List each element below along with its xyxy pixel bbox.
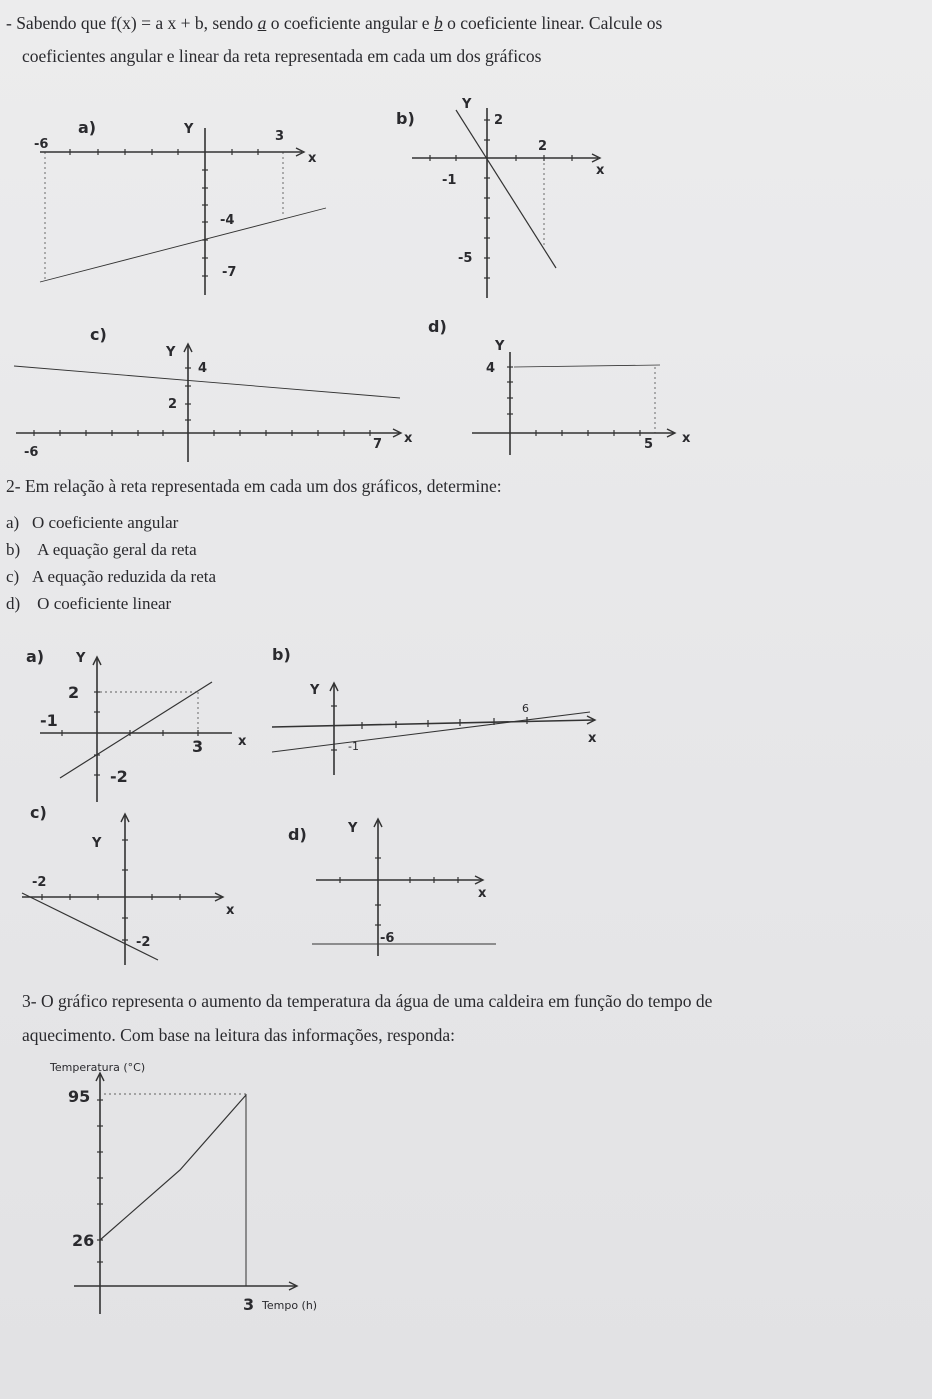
q1-graph-a-line <box>40 208 326 282</box>
q1-graph-b-label: b) <box>396 109 415 128</box>
q1-graph-c-ticks <box>34 368 370 436</box>
q2-option-c-letter: c) <box>6 567 20 586</box>
q2-graph-b-x-axis <box>272 720 594 727</box>
q1-graph-a-y-label: Y <box>184 122 194 137</box>
q2-graph-d-x-label: x <box>478 886 487 901</box>
q2-graph-b-y-label: Y <box>310 683 320 698</box>
q1-graph-d-label: d) <box>428 317 447 336</box>
q2-graph-c-x-label: x <box>226 903 235 918</box>
q2-graph-d-num-1: -6 <box>380 931 395 946</box>
q3-line1: 3- O gráfico representa o aumento da temperatura da água de uma caldeira em função do tempo de <box>22 991 713 1011</box>
q2-option-b-text: A equação geral da reta <box>37 540 197 559</box>
q3-temperature-graph <box>49 1061 317 1314</box>
q2-graph-d-ticks <box>340 858 458 925</box>
q2-graph-a-num-3: 3 <box>192 737 204 756</box>
q1-graph-a-num-3: -4 <box>220 213 235 228</box>
q2-graph-d <box>288 819 496 956</box>
q2-graph-a-num-1: 2 <box>68 683 80 702</box>
q2-option-d-letter: d) <box>6 594 21 613</box>
q2-graph-c-num-2: -2 <box>136 935 151 950</box>
q1-line1-pre: - Sabendo que f(x) = a x + b, sendo <box>6 13 258 33</box>
q3-y-low-value: 26 <box>72 1231 95 1250</box>
q2-graph-b-ticks <box>331 706 527 750</box>
q1-graph-b <box>396 97 605 298</box>
q2-graph-b <box>272 645 597 775</box>
q1-graph-b-y-label: Y <box>462 97 472 112</box>
q1-graph-c-num-1: 4 <box>198 361 208 376</box>
q2-option-b-letter: b) <box>6 540 21 559</box>
q1-line1-mid: o coeficiente angular e <box>266 13 434 33</box>
q2-graph-a-label: a) <box>26 647 45 666</box>
q1-graph-d-line <box>514 365 660 367</box>
q1-graph-c-x-label: x <box>404 431 413 446</box>
q2-graph-c-label: c) <box>30 803 47 822</box>
q2-graph-d-label: d) <box>288 825 307 844</box>
q1-var-b: b <box>433 13 443 33</box>
q3-temperature-line <box>100 1095 246 1240</box>
q1-graph-d <box>428 317 691 455</box>
q2-option-a-text: O coeficiente angular <box>31 513 179 532</box>
q1-graph-a-num-4: -7 <box>222 265 237 280</box>
q2-graph-c-num-1: -2 <box>32 875 47 890</box>
q1-graph-d-num-1: 4 <box>486 361 496 376</box>
q3-x-axis-label: Tempo (h) <box>262 1299 318 1312</box>
q3-y-axis-label: Temperatura (°C) <box>50 1061 146 1074</box>
q1-var-a: a <box>257 13 267 33</box>
q2-graph-b-num-2: -1 <box>348 740 359 753</box>
q2-graph-c <box>22 803 235 965</box>
q1-graph-b-x-label: x <box>596 163 605 178</box>
q1-graph-d-ticks <box>507 367 640 436</box>
q1-graph-c <box>14 325 413 462</box>
q3-line2: aquecimento. Com base na leitura das informações, responda: <box>22 1025 455 1045</box>
q2-graph-b-x-label: x <box>588 731 597 746</box>
q1-graph-b-num-1: 2 <box>494 113 504 128</box>
q1-graph-c-num-3: 7 <box>373 437 383 452</box>
q3-y-top-value: 95 <box>68 1087 91 1106</box>
q2-option-a-letter: a) <box>6 513 20 532</box>
q2-graph-b-num-1: 6 <box>522 702 529 715</box>
q1-graph-a-num-1: -6 <box>34 137 49 152</box>
q2-graph-a-x-label: x <box>238 734 247 749</box>
q1-graph-c-num-2: 2 <box>168 397 178 412</box>
q1-graph-b-num-3: -1 <box>442 173 457 188</box>
q2-graph-a-num-4: -2 <box>110 767 128 786</box>
q2-graph-b-line <box>272 712 590 752</box>
q1-graph-c-label: c) <box>90 325 107 344</box>
q1-graph-b-line <box>456 110 556 268</box>
q1-graph-c-y-label: Y <box>166 345 176 360</box>
q2-graph-a-line <box>60 682 212 778</box>
q2-option-d-text: O coeficiente linear <box>37 594 172 613</box>
q1-graph-a <box>34 118 326 295</box>
q1-graph-a-x-label: x <box>308 151 317 166</box>
q2-graph-c-y-label: Y <box>92 836 102 851</box>
q1-graph-a-label: a) <box>78 118 97 137</box>
q1-line1-post: o coeficiente linear. Calcule os <box>442 13 663 33</box>
q2-graph-a-num-2: -1 <box>40 711 58 730</box>
q1-line2: coeficientes angular e linear da reta representada em cada um dos gráficos <box>22 46 542 66</box>
q1-graph-d-num-2: 5 <box>644 437 654 452</box>
q1-graph-d-y-label: Y <box>495 339 505 354</box>
q1-graph-d-x-label: x <box>682 431 691 446</box>
q2-graph-b-label: b) <box>272 645 291 664</box>
q1-graph-a-num-2: 3 <box>275 129 285 144</box>
q2-option-c-text: A equação reduzida da reta <box>31 567 217 586</box>
q1-graph-b-num-4: -5 <box>458 251 473 266</box>
q2-graph-c-ticks <box>42 840 180 940</box>
q1-graph-b-num-2: 2 <box>538 139 548 154</box>
q1-graph-c-num-4: -6 <box>24 445 39 460</box>
q2-graph-d-y-label: Y <box>348 821 358 836</box>
q2-graph-a-y-label: Y <box>76 651 86 666</box>
q2-title: 2- Em relação à reta representada em cada um dos gráficos, determine: <box>6 476 502 496</box>
q1-graph-b-ticks <box>430 120 572 278</box>
q2-graph-a <box>26 647 247 802</box>
q3-x-value: 3 <box>243 1295 255 1314</box>
